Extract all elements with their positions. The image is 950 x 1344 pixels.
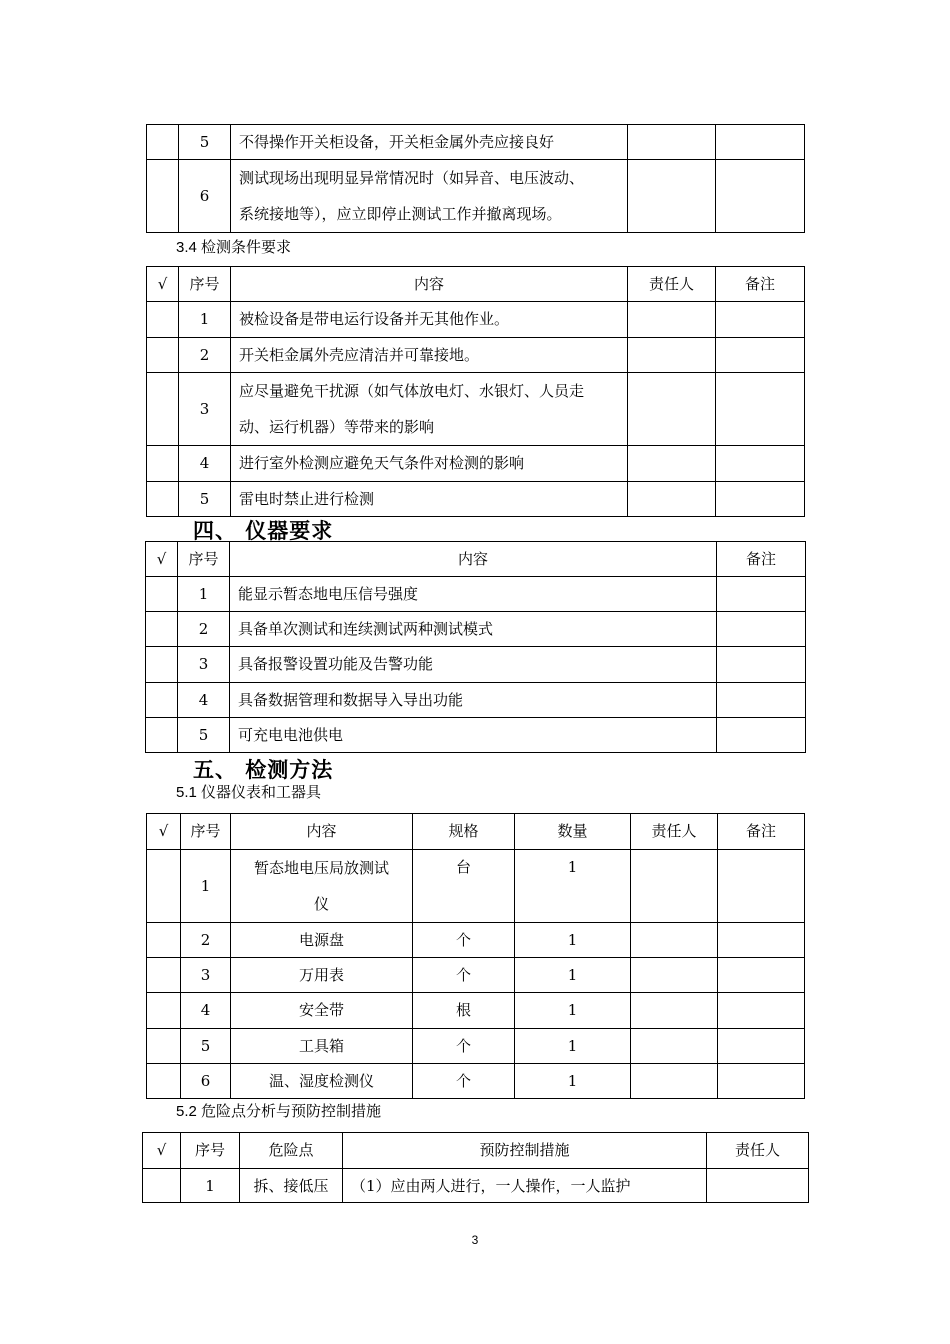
check-cell[interactable] (146, 577, 178, 612)
table-row: 1 拆、接低压 （1）应由两人进行，一人操作，一人监护 (143, 1169, 809, 1203)
check-cell[interactable] (147, 1029, 181, 1064)
table-row: 4 安全带 根 1 (147, 993, 805, 1029)
check-cell[interactable] (147, 373, 179, 446)
check-cell[interactable] (147, 302, 179, 338)
table-row: 5 可充电电池供电 (146, 718, 806, 753)
check-cell[interactable] (147, 125, 179, 160)
table-header: √ 序号 危险点 预防控制措施 责任人 (143, 1133, 809, 1169)
responsible-cell[interactable] (628, 125, 716, 160)
section-5-2-title: 5.2 危险点分析与预防控制措施 (176, 1103, 382, 1120)
table-row: 2 电源盘 个 1 (147, 923, 805, 958)
table-row: 4 具备数据管理和数据导入导出功能 (146, 683, 806, 718)
table-row: 6 测试现场出现明显异常情况时（如异音、电压波动、 系统接地等），应立即停止测试工作并撤离现场。 (147, 160, 805, 233)
table-row: 5 雷电时禁止进行检测 (147, 482, 805, 517)
table-row: 4 进行室外检测应避免天气条件对检测的影响 (147, 446, 805, 482)
table-header: √ 序号 内容 规格 数量 责任人 备注 (147, 814, 805, 850)
risk-analysis-table (142, 1132, 809, 1203)
safety-table-continued (146, 124, 805, 233)
table-header: √ 序号 内容 备注 (146, 542, 806, 577)
check-cell[interactable] (147, 923, 181, 958)
table-row: 5 工具箱 个 1 (147, 1029, 805, 1064)
check-cell[interactable] (147, 482, 179, 517)
remark-cell[interactable] (716, 160, 805, 233)
table-row: 1 被检设备是带电运行设备并无其他作业。 (147, 302, 805, 338)
check-cell[interactable] (147, 446, 179, 482)
check-cell[interactable] (146, 612, 178, 647)
table-row: 5 不得操作开关柜设备，开关柜金属外壳应接良好 (147, 125, 805, 160)
section-3-4-title: 3.4 检测条件要求 (176, 239, 292, 256)
section-4-heading: 四、 仪器要求 (193, 519, 334, 543)
check-cell[interactable] (147, 958, 181, 993)
instruments-tools-table (146, 813, 805, 1099)
check-cell[interactable] (147, 160, 179, 233)
check-cell[interactable] (146, 647, 178, 683)
page-number: 3 (471, 1233, 479, 1247)
check-cell[interactable] (147, 1064, 181, 1099)
table-row: 2 具备单次测试和连续测试两种测试模式 (146, 612, 806, 647)
table-row: 2 开关柜金属外壳应清洁并可靠接地。 (147, 338, 805, 373)
table-row: 3 应尽量避免干扰源（如气体放电灯、水银灯、人员走 动、运行机器）等带来的影响 (147, 373, 805, 446)
table-row: 3 具备报警设置功能及告警功能 (146, 647, 806, 683)
table-header: √ 序号 内容 责任人 备注 (147, 267, 805, 302)
check-cell[interactable] (143, 1169, 181, 1203)
table-row: 6 温、湿度检测仪 个 1 (147, 1064, 805, 1099)
check-cell[interactable] (146, 683, 178, 718)
table-row: 1 能显示暂态地电压信号强度 (146, 577, 806, 612)
check-cell[interactable] (147, 993, 181, 1029)
responsible-cell[interactable] (628, 160, 716, 233)
check-cell[interactable] (147, 338, 179, 373)
table-row: 3 万用表 个 1 (147, 958, 805, 993)
check-cell[interactable] (147, 850, 181, 923)
instrument-requirements-table (145, 541, 806, 753)
section-5-heading: 五、 检测方法 (193, 758, 334, 782)
check-cell[interactable] (146, 718, 178, 753)
inspection-conditions-table (146, 266, 805, 517)
remark-cell[interactable] (716, 125, 805, 160)
section-5-1-title: 5.1 仪器仪表和工器具 (176, 784, 322, 801)
table-row: 1 暂态地电压局放测试 仪 台 1 (147, 850, 805, 923)
